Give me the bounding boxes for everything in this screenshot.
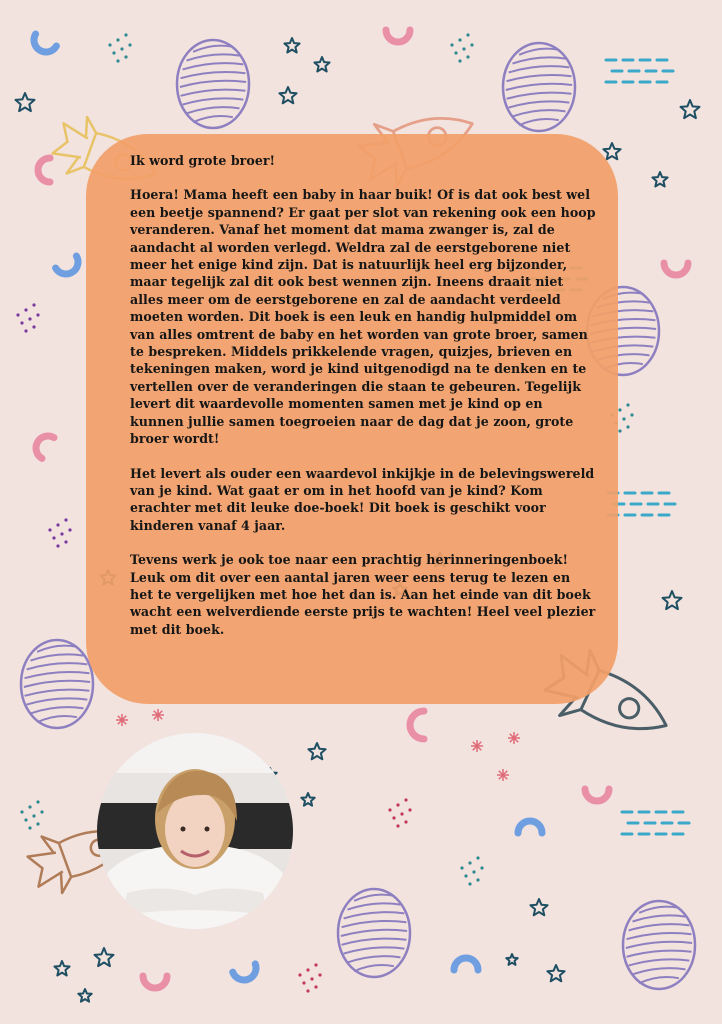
star-icon xyxy=(603,143,620,159)
dots-icon xyxy=(48,518,71,547)
sparkle-icon xyxy=(152,709,164,721)
dots-icon xyxy=(20,800,43,829)
paragraph-keepsake: Tevens werk je ook toe naar een prachtig herinneringenboek! Leuk om dit over een aantal jaren weer eens terug te lezen en het te vergelijken met hoe het dan is. Aan het einde van dit boek wacht een welverdiende eerste prijs te wachten! Heel veel plezier met dit boek. xyxy=(130,552,596,637)
star-icon xyxy=(308,743,325,759)
arc-icon xyxy=(454,958,478,970)
star-icon xyxy=(314,57,329,72)
dash-lines-icon xyxy=(606,60,673,82)
arc-icon xyxy=(585,789,609,801)
page-title: Ik word grote broer! xyxy=(130,153,276,168)
dots-icon xyxy=(108,33,131,62)
dash-lines-icon xyxy=(608,493,675,515)
dots-icon xyxy=(460,856,483,885)
paragraph-gap xyxy=(130,448,596,465)
star-icon xyxy=(54,961,69,976)
dots-icon xyxy=(388,798,411,827)
dots-icon xyxy=(16,303,39,332)
sparkle-icon xyxy=(471,740,483,752)
arc-icon xyxy=(518,821,542,833)
arc-icon xyxy=(386,30,410,42)
paragraph-gap xyxy=(130,534,596,551)
arc-icon xyxy=(38,158,50,182)
egg-icon xyxy=(177,40,249,128)
star-icon xyxy=(284,38,299,53)
arc-icon xyxy=(143,976,167,988)
paragraph-intro: Hoera! Mama heeft een baby in haar buik! Of is dat ook best wel een beetje spannend? Er gaat per slot van rekening ook een hoop veranderen. Vanaf het moment dat mama zwanger is, zal de aandacht al worden verlegd. Weldra zal de eerstgeborene niet meer het enige kind zijn. Dat is natuurlijk heel erg bijzonder, maar tegelijk zal dit ook best wennen zijn. Ineens draait niet alles meer om de eerstgeborene en zal de aandacht verdeeld moeten worden. Dit boek is een leuk en handig hulpmiddel om van alles omtrent de baby en het worden van grote broer, samen te bespreken. Middels prikkelende vragen, quizjes, brieven en tekeningen maken, word je kind uitgenodigd na te denken en te vertellen over de veranderingen die staan te gebeuren. Tegelijk levert dit waardevolle momenten samen met je kind op en kunnen jullie samen toegroeien naar de dag dat je zoon, grote broer wordt! xyxy=(130,187,596,447)
star-icon xyxy=(78,989,91,1002)
star-icon xyxy=(506,954,517,965)
star-icon xyxy=(279,87,296,103)
egg-icon xyxy=(338,889,410,977)
sparkle-icon xyxy=(508,732,520,744)
dots-icon xyxy=(298,963,321,992)
dots-icon xyxy=(450,33,473,62)
author-photo xyxy=(97,733,293,929)
arc-icon xyxy=(32,432,54,459)
star-icon xyxy=(681,100,700,118)
egg-icon xyxy=(503,43,575,131)
star-icon xyxy=(301,793,314,806)
arc-icon xyxy=(56,256,83,278)
egg-icon xyxy=(21,640,93,728)
arc-icon xyxy=(233,964,260,983)
arc-icon xyxy=(664,263,688,275)
egg-icon xyxy=(623,901,695,989)
dash-lines-icon xyxy=(622,812,689,834)
text-card xyxy=(86,134,618,704)
arc-icon xyxy=(30,34,57,56)
sparkle-icon xyxy=(497,769,509,781)
portrait-image xyxy=(97,733,293,929)
sparkle-icon xyxy=(116,714,128,726)
star-icon xyxy=(663,591,682,609)
star-icon xyxy=(547,965,564,981)
star-icon xyxy=(530,899,547,915)
star-icon xyxy=(16,93,35,111)
star-icon xyxy=(652,172,667,187)
arc-icon xyxy=(410,711,424,739)
star-icon xyxy=(95,948,114,966)
paragraph-insight: Het levert als ouder een waardevol inkijkje in de belevingswereld van je kind. Wat gaat er om in het hoofd van je kind? Kom erachter met dit leuke doe-boek! Dit boek is geschikt voor kinderen vanaf 4 jaar. xyxy=(130,465,595,533)
